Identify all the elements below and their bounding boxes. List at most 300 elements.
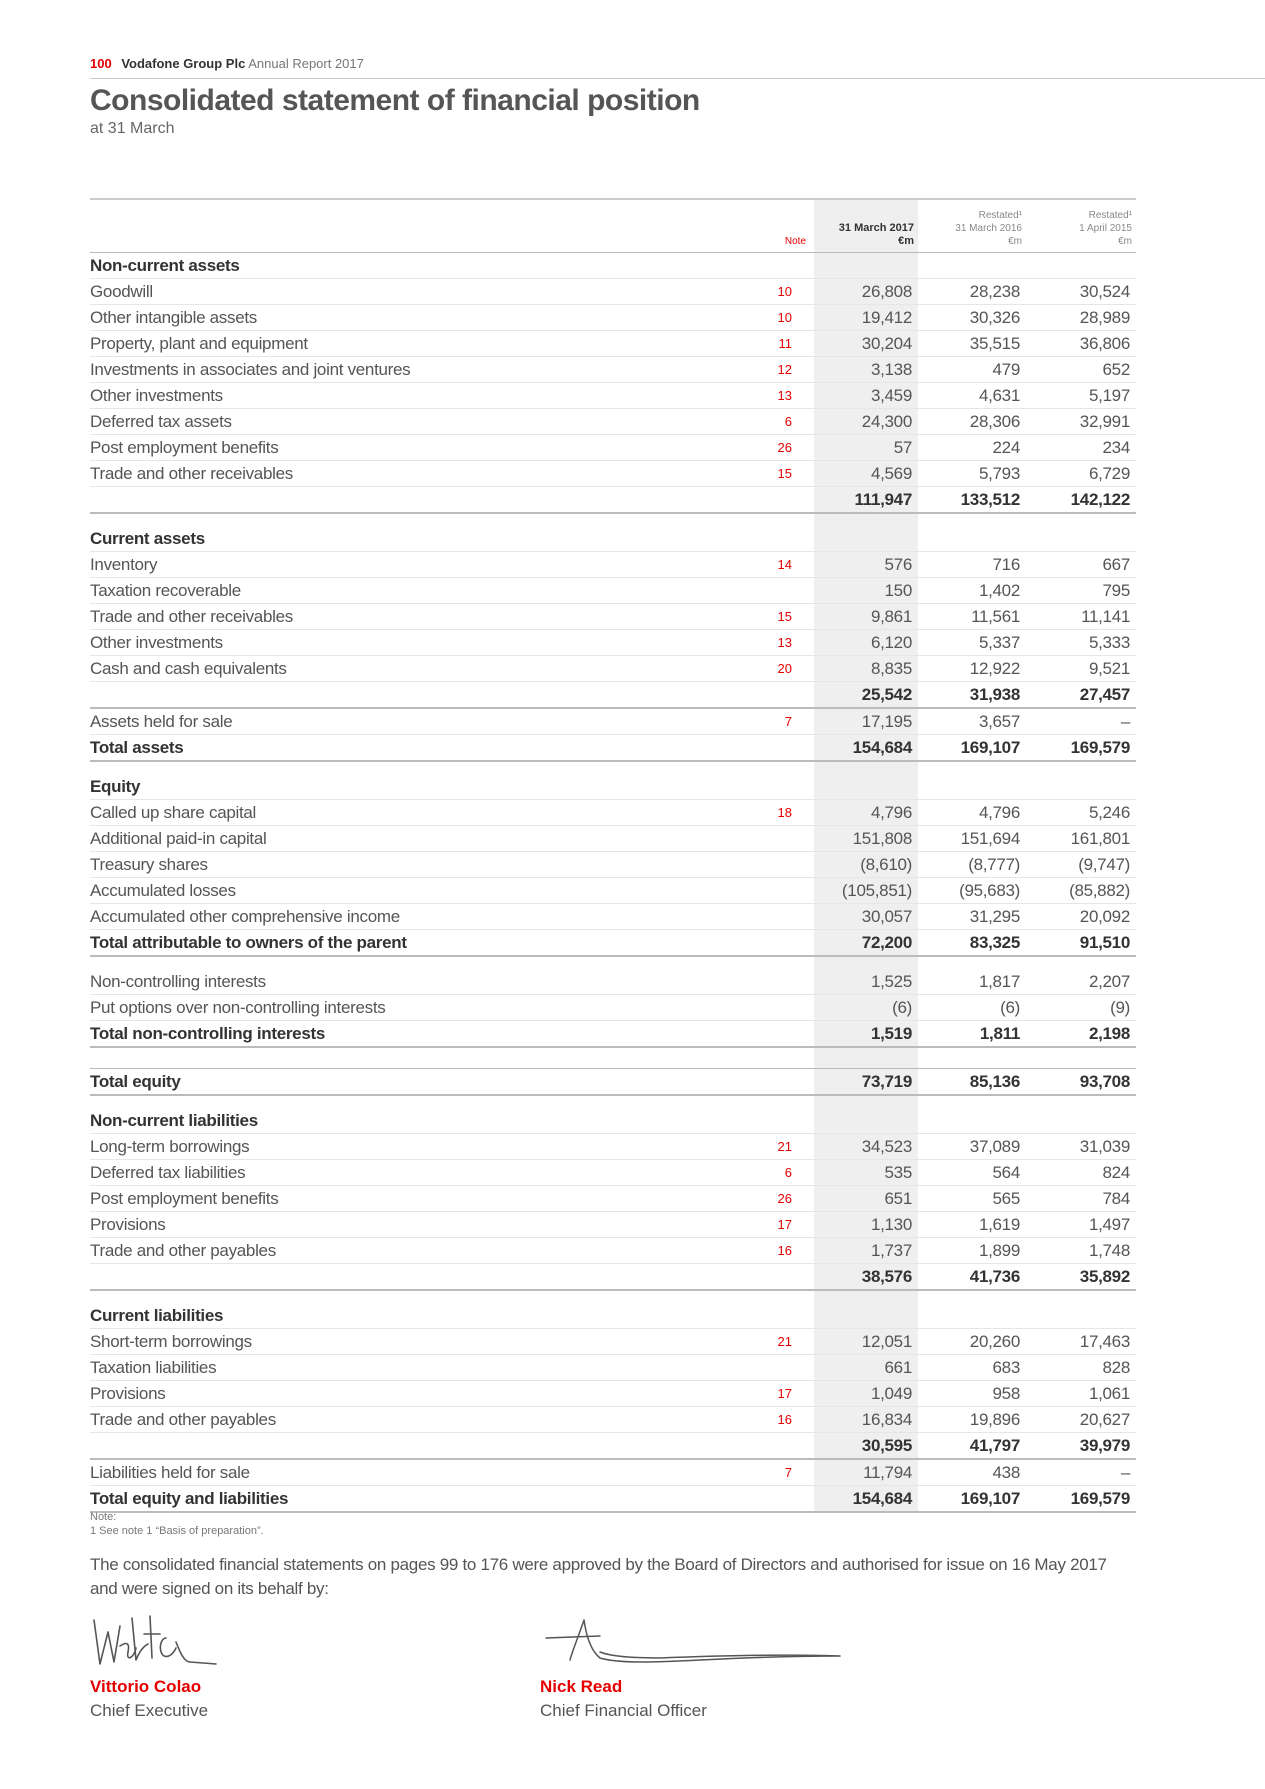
table-row [90, 1212, 1136, 1238]
table-row [90, 904, 1136, 930]
spacer-cell [724, 1095, 810, 1108]
spacer-row [90, 513, 1136, 526]
row-note: 11 [724, 331, 810, 357]
row-label: Equity [90, 774, 724, 800]
value-2017: 30,204 [810, 331, 918, 357]
value-2016: 20,260 [918, 1329, 1026, 1355]
row-note [724, 735, 810, 762]
table-row [90, 409, 1136, 435]
value-2016: 1,619 [918, 1212, 1026, 1238]
table-row [90, 1407, 1136, 1433]
row-label: Deferred tax liabilities [90, 1160, 724, 1186]
row-label: Accumulated other comprehensive income [90, 904, 724, 930]
spacer-row [90, 956, 1136, 969]
value-2015: 5,246 [1026, 800, 1136, 826]
row-label: Total equity and liabilities [90, 1486, 724, 1513]
row-note: 16 [724, 1238, 810, 1264]
row-label [90, 682, 724, 709]
spacer-cell [918, 956, 1026, 969]
value-2016: 1,899 [918, 1238, 1026, 1264]
row-label: Other investments [90, 630, 724, 656]
value-2016: 19,896 [918, 1407, 1026, 1433]
value-2015: 39,979 [1026, 1433, 1136, 1460]
value-2017: 11,794 [810, 1459, 918, 1486]
row-label: Non-controlling interests [90, 969, 724, 995]
table-row [90, 800, 1136, 826]
row-label: Trade and other payables [90, 1238, 724, 1264]
row-note: 10 [724, 305, 810, 331]
row-note: 21 [724, 1329, 810, 1355]
row-note: 7 [724, 1459, 810, 1486]
row-label: Other intangible assets [90, 305, 724, 331]
spacer-row [90, 761, 1136, 774]
row-note: 21 [724, 1134, 810, 1160]
value-2017: 3,459 [810, 383, 918, 409]
header-col-2016: Restated¹ 31 March 2016 €m [918, 199, 1026, 253]
row-note: 10 [724, 279, 810, 305]
row-note [724, 1303, 810, 1329]
value-2016: 133,512 [918, 487, 1026, 514]
row-label: Goodwill [90, 279, 724, 305]
row-note: 15 [724, 604, 810, 630]
table-row [90, 969, 1136, 995]
value-2016: 564 [918, 1160, 1026, 1186]
page-header [90, 56, 364, 71]
value-2016: 716 [918, 552, 1026, 578]
spacer-cell [724, 1047, 810, 1069]
row-label: Long-term borrowings [90, 1134, 724, 1160]
page-subtitle: at 31 March [90, 120, 175, 137]
value-2017: (6) [810, 995, 918, 1021]
section-heading-row [90, 774, 1136, 800]
row-note: 17 [724, 1381, 810, 1407]
value-2015: 17,463 [1026, 1329, 1136, 1355]
spacer-row [90, 1095, 1136, 1108]
row-note [724, 578, 810, 604]
spacer-cell [1026, 1290, 1136, 1303]
table-row [90, 435, 1136, 461]
row-note [724, 852, 810, 878]
table-row [90, 1186, 1136, 1212]
row-label: Trade and other receivables [90, 461, 724, 487]
value-2015: 36,806 [1026, 331, 1136, 357]
spacer-cell [1026, 761, 1136, 774]
row-note [724, 995, 810, 1021]
table-row [90, 331, 1136, 357]
value-2016: 4,796 [918, 800, 1026, 826]
value-2017: 12,051 [810, 1329, 918, 1355]
row-label [90, 487, 724, 514]
value-2017: 4,569 [810, 461, 918, 487]
table-row [90, 1381, 1136, 1407]
row-label: Post employment benefits [90, 1186, 724, 1212]
row-label: Non-current liabilities [90, 1108, 724, 1134]
value-2015: 93,708 [1026, 1069, 1136, 1096]
row-note: 26 [724, 435, 810, 461]
table-row [90, 578, 1136, 604]
value-2015: 28,989 [1026, 305, 1136, 331]
row-label: Total attributable to owners of the parent [90, 930, 724, 957]
value-2016: 41,736 [918, 1264, 1026, 1291]
table-row [90, 852, 1136, 878]
row-label: Treasury shares [90, 852, 724, 878]
row-note: 6 [724, 409, 810, 435]
row-label: Additional paid-in capital [90, 826, 724, 852]
value-2015: 142,122 [1026, 487, 1136, 514]
value-2017: 16,834 [810, 1407, 918, 1433]
value-2016: 11,561 [918, 604, 1026, 630]
value-2015: 20,627 [1026, 1407, 1136, 1433]
value-2015 [1026, 774, 1136, 800]
value-2016: 83,325 [918, 930, 1026, 957]
value-2015 [1026, 526, 1136, 552]
value-2015: 169,579 [1026, 735, 1136, 762]
spacer-cell [918, 513, 1026, 526]
row-note [724, 826, 810, 852]
row-label: Current liabilities [90, 1303, 724, 1329]
row-note: 17 [724, 1212, 810, 1238]
row-note [724, 1021, 810, 1048]
spacer-cell [90, 1095, 724, 1108]
spacer-cell [1026, 1095, 1136, 1108]
value-2015 [1026, 1303, 1136, 1329]
value-2017: 73,719 [810, 1069, 918, 1096]
value-2015: 795 [1026, 578, 1136, 604]
row-note: 13 [724, 383, 810, 409]
value-2015: (9,747) [1026, 852, 1136, 878]
value-2015: 784 [1026, 1186, 1136, 1212]
row-label: Put options over non-controlling interests [90, 995, 724, 1021]
section-heading-row [90, 526, 1136, 552]
row-note: 20 [724, 656, 810, 682]
value-2016: 31,938 [918, 682, 1026, 709]
table-row [90, 383, 1136, 409]
row-note [724, 253, 810, 279]
value-2017: 19,412 [810, 305, 918, 331]
table-row [90, 1459, 1136, 1486]
signatory-name: Nick Read [540, 1677, 623, 1696]
value-2017: 25,542 [810, 682, 918, 709]
table-row [90, 995, 1136, 1021]
value-2015: 1,497 [1026, 1212, 1136, 1238]
row-label: Investments in associates and joint ventures [90, 357, 724, 383]
spacer-cell [1026, 1047, 1136, 1069]
row-note: 13 [724, 630, 810, 656]
subtotal-row [90, 487, 1136, 514]
row-note [724, 930, 810, 957]
row-label: Called up share capital [90, 800, 724, 826]
row-note: 12 [724, 357, 810, 383]
value-2015: 1,748 [1026, 1238, 1136, 1264]
value-2017 [810, 1303, 918, 1329]
section-heading-row [90, 1303, 1136, 1329]
value-2016: (6) [918, 995, 1026, 1021]
spacer-cell [810, 1047, 918, 1069]
handwritten-signature-icon [90, 1612, 220, 1672]
value-2017: 6,120 [810, 630, 918, 656]
value-2016: (8,777) [918, 852, 1026, 878]
value-2015: 35,892 [1026, 1264, 1136, 1291]
value-2016: 1,811 [918, 1021, 1026, 1048]
table-row [90, 1238, 1136, 1264]
footnote-heading: Note: [90, 1511, 117, 1523]
row-label: Property, plant and equipment [90, 331, 724, 357]
value-2015: 824 [1026, 1160, 1136, 1186]
value-2017: 8,835 [810, 656, 918, 682]
report-name: Annual Report 2017 [248, 56, 364, 71]
footnote-item: 1 See note 1 “Basis of preparation”. [90, 1525, 264, 1537]
row-label: Short-term borrowings [90, 1329, 724, 1355]
value-2015: 31,039 [1026, 1134, 1136, 1160]
row-note [724, 1264, 810, 1291]
total-row [90, 1486, 1136, 1513]
value-2016: 5,337 [918, 630, 1026, 656]
row-label: Assets held for sale [90, 708, 724, 735]
value-2017: 9,861 [810, 604, 918, 630]
value-2017: 17,195 [810, 708, 918, 735]
table-row [90, 1329, 1136, 1355]
table-header-row [90, 199, 1136, 253]
value-2016: 438 [918, 1459, 1026, 1486]
value-2017: 661 [810, 1355, 918, 1381]
row-label: Taxation recoverable [90, 578, 724, 604]
value-2016: 4,631 [918, 383, 1026, 409]
spacer-cell [90, 1047, 724, 1069]
value-2017 [810, 253, 918, 279]
value-2017: 535 [810, 1160, 918, 1186]
value-2017: 24,300 [810, 409, 918, 435]
total-row [90, 1069, 1136, 1096]
spacer-cell [1026, 956, 1136, 969]
table-row [90, 461, 1136, 487]
value-2016: 35,515 [918, 331, 1026, 357]
page-number: 100 [90, 56, 112, 71]
value-2017: 1,519 [810, 1021, 918, 1048]
value-2016: 169,107 [918, 735, 1026, 762]
spacer-cell [1026, 513, 1136, 526]
value-2015: 169,579 [1026, 1486, 1136, 1513]
row-label [90, 1264, 724, 1291]
value-2016: (95,683) [918, 878, 1026, 904]
financial-table-wrap [90, 198, 1136, 1513]
row-label: Provisions [90, 1212, 724, 1238]
handwritten-signature-icon [540, 1612, 850, 1672]
value-2016 [918, 253, 1026, 279]
table-row [90, 1355, 1136, 1381]
row-note [724, 1433, 810, 1460]
value-2017: (8,610) [810, 852, 918, 878]
row-label: Cash and cash equivalents [90, 656, 724, 682]
row-label: Other investments [90, 383, 724, 409]
row-note [724, 1069, 810, 1096]
value-2015: 2,207 [1026, 969, 1136, 995]
value-2016: 30,326 [918, 305, 1026, 331]
value-2017 [810, 774, 918, 800]
section-heading-row [90, 253, 1136, 279]
table-row [90, 279, 1136, 305]
spacer-row [90, 1290, 1136, 1303]
table-row [90, 552, 1136, 578]
value-2015: 11,141 [1026, 604, 1136, 630]
value-2017: 1,049 [810, 1381, 918, 1407]
value-2015 [1026, 253, 1136, 279]
signatory-title: Chief Financial Officer [540, 1701, 707, 1720]
value-2017: 151,808 [810, 826, 918, 852]
row-label: Total non-controlling interests [90, 1021, 724, 1048]
value-2016: 151,694 [918, 826, 1026, 852]
spacer-cell [810, 1095, 918, 1108]
value-2015: 5,197 [1026, 383, 1136, 409]
value-2015: 9,521 [1026, 656, 1136, 682]
table-row [90, 826, 1136, 852]
company-name: Vodafone Group Plc [121, 56, 246, 71]
spacer-cell [918, 761, 1026, 774]
value-2017: 34,523 [810, 1134, 918, 1160]
table-row [90, 1134, 1136, 1160]
subtotal-row [90, 682, 1136, 709]
row-label: Provisions [90, 1381, 724, 1407]
row-note [724, 969, 810, 995]
row-note: 16 [724, 1407, 810, 1433]
row-label: Current assets [90, 526, 724, 552]
value-2017 [810, 526, 918, 552]
value-2015: (9) [1026, 995, 1136, 1021]
value-2015: 652 [1026, 357, 1136, 383]
value-2015: 27,457 [1026, 682, 1136, 709]
row-note [724, 904, 810, 930]
row-note [724, 878, 810, 904]
row-note: 14 [724, 552, 810, 578]
value-2017: 1,737 [810, 1238, 918, 1264]
spacer-cell [918, 1290, 1026, 1303]
header-note: Note [724, 199, 810, 253]
gap-row [90, 1047, 1136, 1069]
header-col-2015: Restated¹ 1 April 2015 €m [1026, 199, 1136, 253]
value-2015 [1026, 1108, 1136, 1134]
row-label: Trade and other receivables [90, 604, 724, 630]
row-label: Total assets [90, 735, 724, 762]
table-row [90, 604, 1136, 630]
section-heading-row [90, 1108, 1136, 1134]
value-2017: 72,200 [810, 930, 918, 957]
row-note [724, 526, 810, 552]
value-2017 [810, 1108, 918, 1134]
value-2015: 91,510 [1026, 930, 1136, 957]
value-2017: 30,057 [810, 904, 918, 930]
value-2016: 1,817 [918, 969, 1026, 995]
table-row [90, 708, 1136, 735]
spacer-cell [90, 1290, 724, 1303]
row-label [90, 1433, 724, 1460]
row-note: 26 [724, 1186, 810, 1212]
spacer-cell [724, 1290, 810, 1303]
value-2016: 3,657 [918, 708, 1026, 735]
row-note [724, 1108, 810, 1134]
spacer-cell [918, 1047, 1026, 1069]
value-2016: 479 [918, 357, 1026, 383]
value-2017: 38,576 [810, 1264, 918, 1291]
row-label: Deferred tax assets [90, 409, 724, 435]
value-2015: 6,729 [1026, 461, 1136, 487]
row-note [724, 487, 810, 514]
spacer-cell [90, 761, 724, 774]
signature-read [540, 1612, 850, 1721]
value-2016: 683 [918, 1355, 1026, 1381]
value-2016 [918, 774, 1026, 800]
value-2015: 828 [1026, 1355, 1136, 1381]
value-2017: (105,851) [810, 878, 918, 904]
value-2016: 41,797 [918, 1433, 1026, 1460]
value-2017: 1,130 [810, 1212, 918, 1238]
value-2016: 28,306 [918, 409, 1026, 435]
value-2015: 5,333 [1026, 630, 1136, 656]
spacer-cell [810, 1290, 918, 1303]
row-label: Trade and other payables [90, 1407, 724, 1433]
value-2016 [918, 526, 1026, 552]
signature-colao [90, 1612, 220, 1721]
header-label-cell [90, 199, 724, 253]
header-divider [90, 78, 1265, 79]
row-note [724, 682, 810, 709]
value-2017: 57 [810, 435, 918, 461]
value-2016: 1,402 [918, 578, 1026, 604]
value-2015: – [1026, 708, 1136, 735]
signatory-title: Chief Executive [90, 1701, 209, 1720]
row-note: 6 [724, 1160, 810, 1186]
row-label: Accumulated losses [90, 878, 724, 904]
row-label: Non-current assets [90, 253, 724, 279]
spacer-cell [90, 513, 724, 526]
signatory-name: Vittorio Colao [90, 1677, 202, 1696]
value-2015: 2,198 [1026, 1021, 1136, 1048]
spacer-cell [810, 761, 918, 774]
value-2015: 234 [1026, 435, 1136, 461]
value-2017: 576 [810, 552, 918, 578]
row-label: Taxation liabilities [90, 1355, 724, 1381]
value-2017: 154,684 [810, 735, 918, 762]
row-note [724, 1486, 810, 1513]
value-2015: 161,801 [1026, 826, 1136, 852]
value-2017: 154,684 [810, 1486, 918, 1513]
total-row [90, 930, 1136, 957]
value-2015: 32,991 [1026, 409, 1136, 435]
table-row [90, 630, 1136, 656]
value-2015: 667 [1026, 552, 1136, 578]
row-label: Post employment benefits [90, 435, 724, 461]
value-2015: (85,882) [1026, 878, 1136, 904]
value-2015: – [1026, 1459, 1136, 1486]
value-2016: 85,136 [918, 1069, 1026, 1096]
value-2017: 4,796 [810, 800, 918, 826]
subtotal-row [90, 1433, 1136, 1460]
table-row [90, 357, 1136, 383]
value-2016: 12,922 [918, 656, 1026, 682]
row-note: 7 [724, 708, 810, 735]
financial-position-table [90, 198, 1136, 1513]
spacer-cell [724, 513, 810, 526]
row-note [724, 774, 810, 800]
table-row [90, 656, 1136, 682]
value-2017: 1,525 [810, 969, 918, 995]
value-2016: 28,238 [918, 279, 1026, 305]
row-note [724, 1355, 810, 1381]
row-label: Total equity [90, 1069, 724, 1096]
value-2016: 37,089 [918, 1134, 1026, 1160]
value-2017: 3,138 [810, 357, 918, 383]
value-2017: 111,947 [810, 487, 918, 514]
value-2016: 169,107 [918, 1486, 1026, 1513]
spacer-cell [724, 956, 810, 969]
